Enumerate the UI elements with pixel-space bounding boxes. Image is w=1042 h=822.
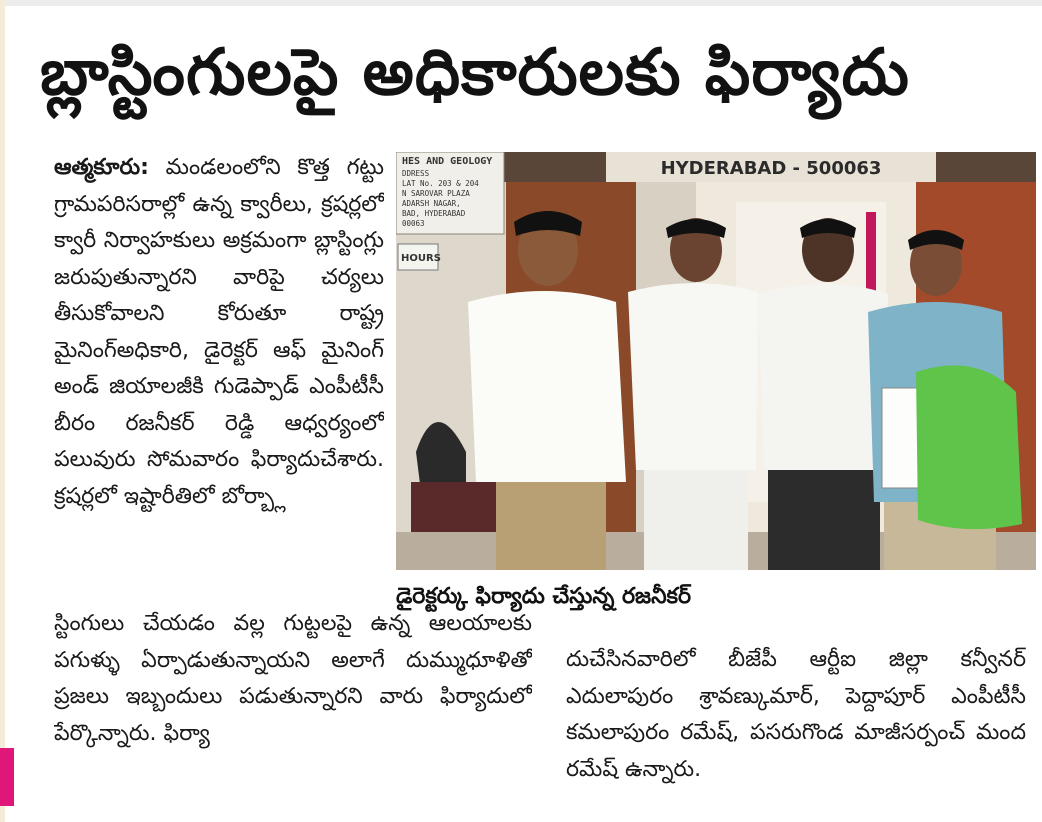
office-sign-line-1: HES AND GEOLOGY — [402, 156, 493, 167]
office-sign-line-7: 00063 — [402, 219, 425, 228]
page-edge-strip — [0, 0, 5, 822]
office-sign-line-4: N SAROVAR PLAZA — [402, 189, 470, 198]
article-headline: బ్లాస్టింగులపై అధికారులకు ఫిర్యాదు — [40, 36, 910, 110]
article-body-bottom-right: దుచేసినవారిలో బీజేపీ ఆర్టీఐ జిల్లా కన్వీనర్ ఎదులాపురం శ్రావణ్కుమార్, పెద్దాపూర్ ఎంపీటీసీ కమలాపురం రమేష్, పసరుగొండ మాజీసర్పంచ్ మంద రమేష్ ఉన్నారు. — [566, 647, 1026, 782]
photo-caption: డైరెక్టర్కు ఫిర్యాదు చేస్తున్న రజనీకర్ — [396, 584, 692, 609]
office-sign-line-6: BAD, HYDERABAD — [402, 209, 466, 218]
hours-sign: HOURS — [401, 253, 441, 264]
article-dateline: ఆత్మకూరు: — [54, 155, 149, 180]
office-sign-line-5: ADARSH NAGAR, — [402, 199, 461, 208]
hyderabad-sign: HYDERABAD - 500063 — [660, 158, 882, 179]
office-sign-line-2: DDRESS — [402, 169, 430, 178]
article-photo — [396, 152, 1036, 570]
article-body-bottom-left: స్టింగులు చేయడం వల్ల గుట్టలపై ఉన్న ఆలయాలకు పగుళ్ళు ఏర్పాడుతున్నాయని అలాగే దుమ్ముధూళితో ప్రజలు ఇబ్బందులు పడుతున్నారని వారు ఫిర్యాదులో పేర్కొన్నారు. ఫిర్యా — [54, 611, 532, 746]
top-rule — [0, 0, 1042, 6]
article-body-left-column — [54, 150, 384, 630]
office-sign-line-3: LAT No. 203 & 204 — [402, 179, 479, 188]
article-body-left-text: మండలంలోని కొత్త గట్టు గ్రామపరిసరాల్లో ఉన్న క్వారీలు, క్రషర్లలో క్వారీ నిర్వాహకులు అక్రమంగా బ్లాస్టింగ్లు జరుపుతున్నారని వారిపై చర్యలు తీసుకోవాలని కోరుతూ రాష్ట్ర మైనింగ్అధికారి, డైరెక్టర్ ఆఫ్ మైనింగ్ అండ్ జియాలజీకి గుడెప్పాడ్ ఎంపీటీసీ బీరం రజనీకర్ రెడ్డి ఆధ్వర్యంలో పలువురు సోమవారం ఫిర్యాదుచేశారు. క్రషర్లలో ఇష్టారీతిలో బోర్బ్లా — [54, 155, 384, 509]
section-marker — [0, 748, 14, 806]
